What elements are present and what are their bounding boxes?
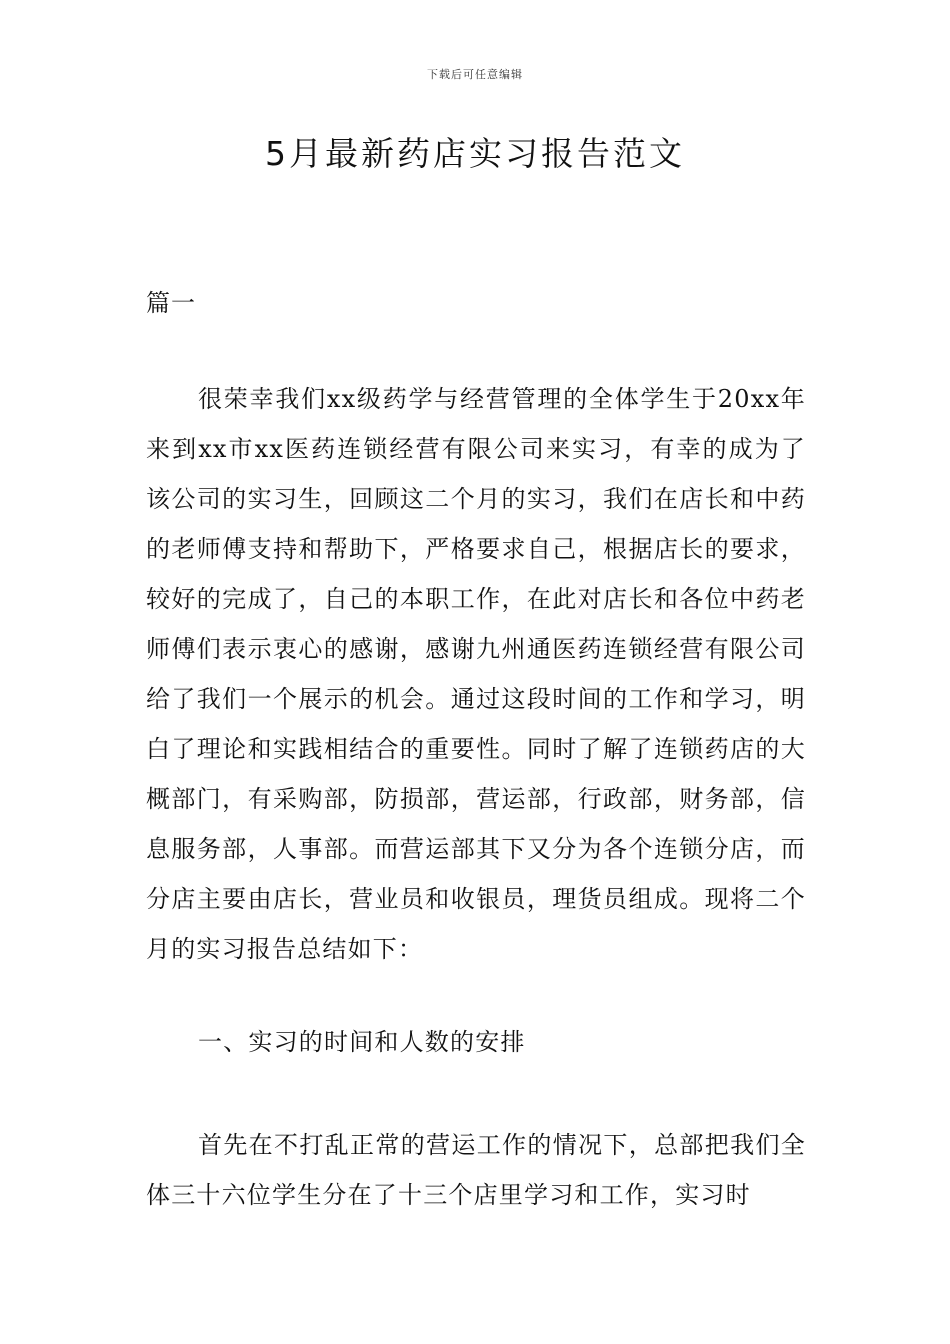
body-paragraph: 很荣幸我们xx级药学与经营管理的全体学生于20xx年来到xx市xx医药连锁经营有限公司来实习，有幸的成为了该公司的实习生，回顾这二个月的实习，我们在店长和中药的老师傅支持和帮助下，严格要求自己，根据店长的要求，较好的完成了，自己的本职工作，在此对店长和各位中药老师傅们表示衷心的感谢，感谢九州通医药连锁经营有限公司给了我们一个展示的机会。通过这段时间的工作和学习，明白了理论和实践相结合的重要性。同时了解了连锁药店的大概部门，有采购部，防损部，营运部，行政部，财务部，信息服务部，人事部。而营运部其下又分为各个连锁分店，而分店主要由店长，营业员和收银员，理货员组成。现将二个月的实习报告总结如下： [146, 385, 806, 963]
section-heading: 一、实习的时间和人数的安排 [198, 1028, 526, 1056]
body-paragraph: 首先在不打乱正常的营运工作的情况下，总部把我们全体三十六位学生分在了十三个店里学习和工作，实习时 [146, 1131, 806, 1209]
header-note: 下载后可任意编辑 [427, 68, 523, 81]
document-title: 5月最新药店实习报告范文 [265, 134, 685, 173]
section-label: 篇一 [146, 289, 196, 317]
